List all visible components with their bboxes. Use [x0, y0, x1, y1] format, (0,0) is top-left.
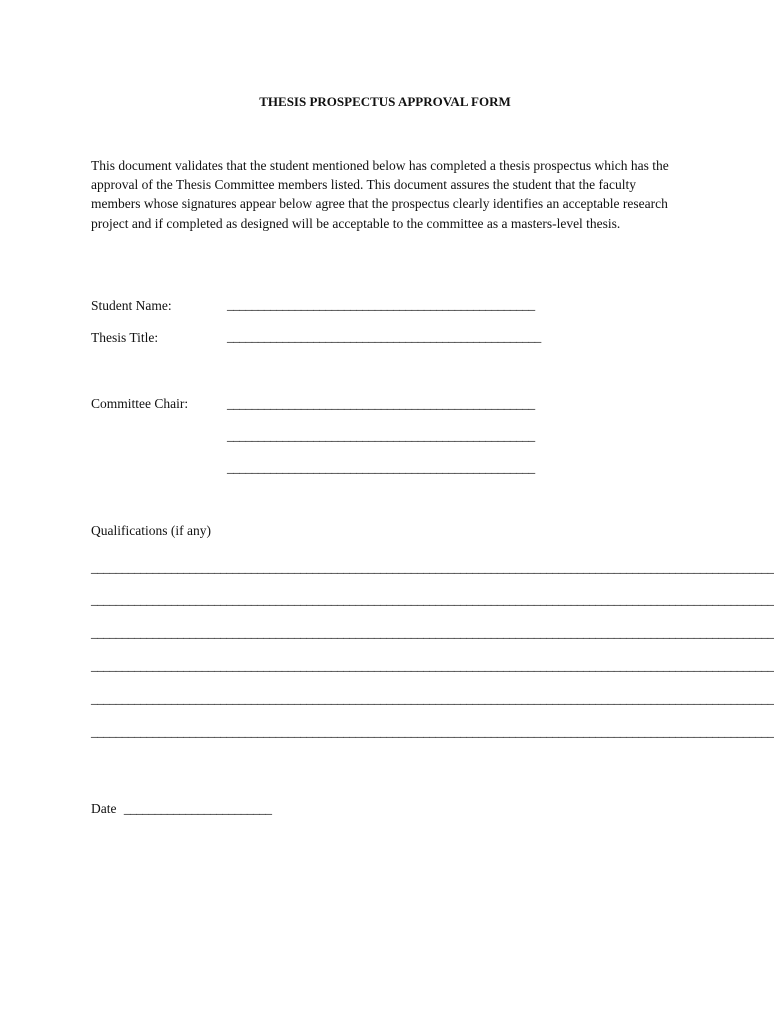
qualifications-line[interactable]: _______________________________________________________________________________________________________________ [91, 592, 774, 607]
qualifications-label: Qualifications (if any) [91, 523, 211, 538]
student-name-label: Student Name: [91, 298, 172, 313]
thesis-title-field[interactable]: ___________________________________________________ [227, 329, 541, 344]
intro-paragraph: This document validates that the student mentioned below has completed a thesis prospectus which has the approval of the Thesis Committee members listed. This document assures the student that the faculty members whose signatures appear below agree that the prospectus clearly identifies an acceptable research project and if completed as designed will be acceptable to the committee as a masters-level thesis. [91, 158, 669, 231]
committee-chair-label: Committee Chair: [91, 396, 189, 411]
student-name-field[interactable]: __________________________________________________ [227, 297, 535, 312]
qualifications-line[interactable]: _______________________________________________________________________________________________________________ [91, 625, 774, 640]
qualifications-line[interactable]: _______________________________________________________________________________________________________________ [91, 658, 774, 673]
date-label: Date [91, 801, 117, 816]
form-title: THESIS PROSPECTUS APPROVAL FORM [259, 94, 511, 109]
qualifications-line[interactable]: _______________________________________________________________________________________________________________ [91, 560, 774, 575]
date-field[interactable]: ________________________ [123, 801, 272, 816]
qualifications-line[interactable]: _______________________________________________________________________________________________________________ [91, 724, 774, 739]
qualifications-line[interactable]: _______________________________________________________________________________________________________________ [91, 691, 774, 706]
committee-member-signature-line[interactable]: __________________________________________________ [227, 460, 535, 475]
thesis-title-label: Thesis Title: [91, 330, 159, 345]
committee-chair-signature-line[interactable]: __________________________________________________ [227, 396, 535, 411]
date-row [91, 801, 271, 817]
committee-member-signature-line[interactable]: __________________________________________________ [227, 428, 535, 443]
